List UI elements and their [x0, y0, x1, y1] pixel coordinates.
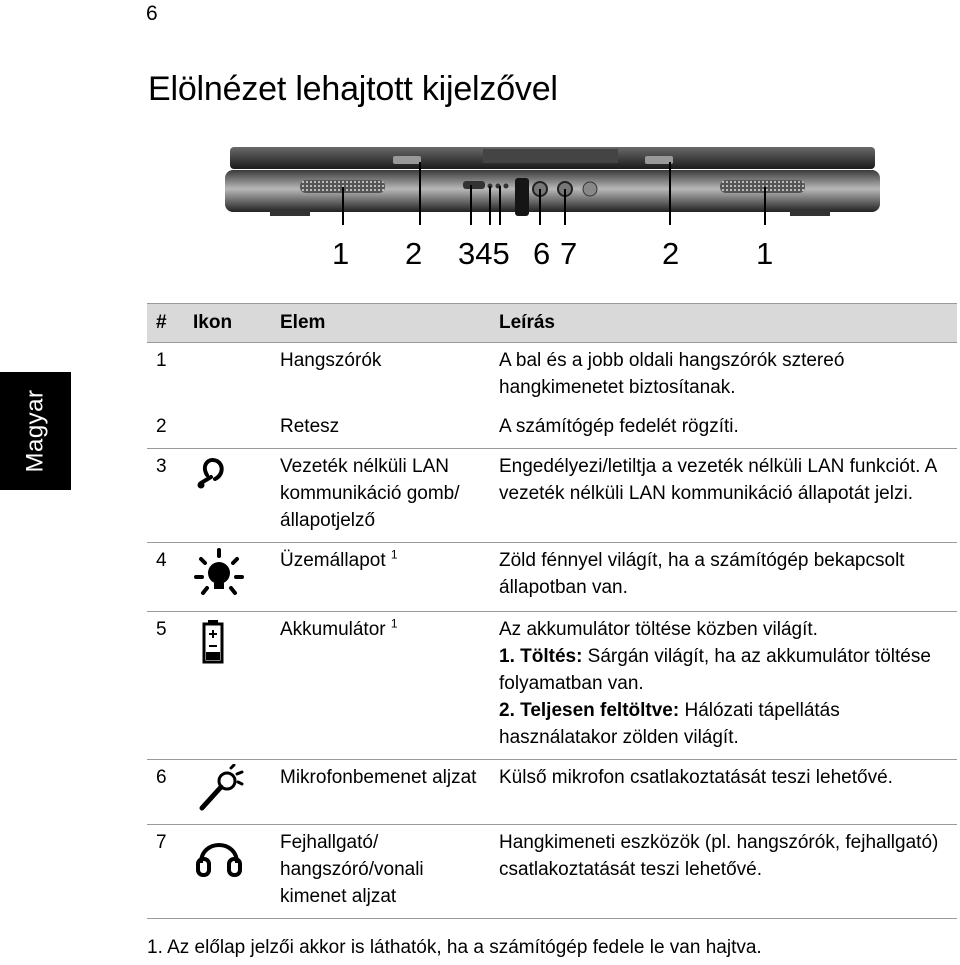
- row-description: Engedélyezi/letiltja a vezeték nélküli LAN funkciót. A vezeték nélküli LAN kommunikáció állapotát jelzi.: [490, 449, 957, 543]
- row-number: 5: [147, 612, 184, 760]
- table-row: [147, 343, 957, 410]
- row-element-label: Üzemállapot: [280, 550, 386, 571]
- row-description: Hangkimeneti eszközök (pl. hangszórók, fejhallgató) csatlakoztatását teszi lehetővé.: [490, 825, 957, 919]
- table-row: [147, 825, 957, 919]
- language-tab-label: Magyar: [21, 389, 49, 473]
- footnote-marker: 1: [390, 616, 398, 631]
- row-description: A bal és a jobb oldali hangszórók sztereó hangkimenetet biztosítanak.: [499, 350, 845, 398]
- row-icon: [184, 825, 271, 919]
- row-element: Hangszórók: [280, 350, 382, 371]
- table-row: [147, 612, 957, 760]
- row-element: Mikrofonbemenet aljzat: [271, 760, 490, 825]
- callout-1-right: 1: [756, 236, 774, 271]
- table-row: [147, 449, 957, 543]
- battery-icon: [193, 616, 233, 668]
- header-element: Elem: [271, 304, 490, 343]
- row-icon: [184, 343, 271, 410]
- row-element: Vezeték nélküli LAN kommunikáció gomb/ állapotjelző: [271, 449, 490, 543]
- callout-3-4-5: 345: [458, 236, 510, 271]
- headphones-icon: [193, 829, 245, 881]
- item-label: 1. Töltés:: [499, 646, 583, 667]
- row-number: 7: [147, 825, 184, 919]
- row-number: 3: [147, 449, 184, 543]
- row-icon: [184, 760, 271, 825]
- language-tab: [0, 372, 71, 490]
- row-description: [490, 612, 957, 760]
- callout-7: 7: [560, 236, 578, 271]
- wireless-lan-icon: [193, 453, 233, 497]
- row-element: Retesz: [271, 409, 490, 449]
- table-header-row: [147, 304, 957, 343]
- header-icon: Ikon: [184, 304, 271, 343]
- callout-1-left: 1: [332, 236, 350, 271]
- row-element-label: Akkumulátor: [280, 619, 386, 640]
- description-item: [499, 643, 951, 697]
- row-element: [271, 543, 490, 612]
- row-icon: [184, 449, 271, 543]
- row-element: Fejhallgató/ hangszóró/vonali kimenet aljzat: [271, 825, 490, 919]
- latch-left: [393, 156, 421, 164]
- row-number: 6: [147, 760, 184, 825]
- speaker-grille-right: [720, 180, 805, 193]
- description-line: Az akkumulátor töltése közben világít.: [499, 619, 818, 640]
- footnote: 1. Az előlap jelzői akkor is láthatók, ha a számítógép fedele le van hajtva.: [147, 937, 762, 958]
- power-light-icon: [193, 547, 245, 603]
- components-table: [147, 303, 957, 919]
- description-item: [499, 697, 951, 751]
- footnote-marker: 1: [390, 547, 398, 562]
- row-element: [271, 612, 490, 760]
- row-number: 1: [156, 350, 167, 371]
- page-number: 6: [146, 2, 158, 25]
- row-icon: [184, 612, 271, 760]
- item-text: Hálózati tápellátás használatakor zölden világít.: [499, 700, 840, 748]
- row-number: 4: [147, 543, 184, 612]
- row-icon: [184, 409, 271, 449]
- microphone-icon: [193, 764, 245, 816]
- callout-2-left: 2: [405, 236, 423, 271]
- callout-2-right: 2: [662, 236, 680, 271]
- table-row: [147, 543, 957, 612]
- table-row: [147, 409, 957, 449]
- header-number: #: [147, 304, 184, 343]
- item-label: 2. Teljesen feltöltve:: [499, 700, 680, 721]
- row-description: Külső mikrofon csatlakoztatását teszi lehetővé.: [490, 760, 957, 825]
- latch-right: [645, 156, 673, 164]
- row-icon: [184, 543, 271, 612]
- row-description: A számítógép fedelét rögzíti.: [490, 409, 957, 449]
- table-row: [147, 760, 957, 825]
- row-number: 2: [147, 409, 184, 449]
- laptop-front-illustration: [225, 140, 885, 225]
- item-text: Sárgán világít, ha az akkumulátor töltése folyamatban van.: [499, 646, 931, 694]
- callout-6: 6: [533, 236, 551, 271]
- row-description: Zöld fénnyel világít, ha a számítógép bekapcsolt állapotban van.: [490, 543, 957, 612]
- header-description: Leírás: [490, 304, 957, 343]
- page-title: Elölnézet lehajtott kijelzővel: [148, 70, 558, 108]
